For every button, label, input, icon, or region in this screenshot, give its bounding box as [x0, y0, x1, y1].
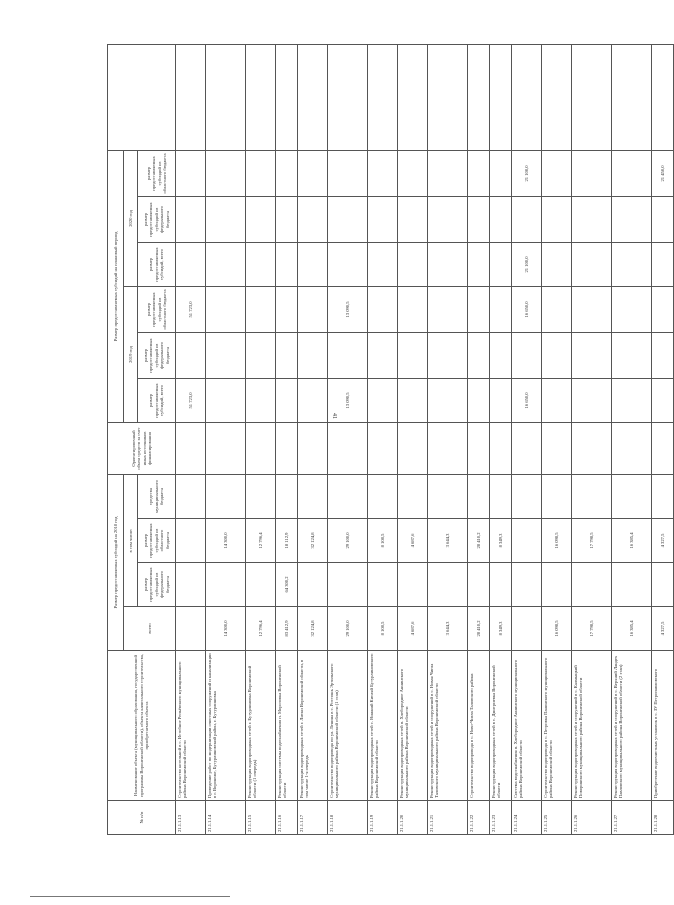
cell-reg: 29 100,0	[328, 519, 368, 563]
cell-extra	[368, 423, 398, 475]
cell-blank	[176, 44, 206, 150]
header-2020: 2020 год	[124, 150, 138, 286]
cell-y19-fed	[176, 333, 206, 379]
table-row	[468, 44, 490, 834]
cell-blank	[468, 44, 490, 150]
cell-total: 4 327,5	[652, 607, 674, 651]
table-row	[428, 44, 468, 834]
cell-fed	[428, 563, 468, 607]
cell-fed	[298, 563, 328, 607]
cell-total: 4 687,6	[398, 607, 428, 651]
cell-blank	[490, 44, 512, 150]
cell-y20-total	[428, 243, 468, 287]
cell-reg: 28 410,2	[468, 519, 490, 563]
cell-fed	[328, 563, 368, 607]
cell-mun	[572, 475, 612, 519]
cell-mun	[176, 475, 206, 519]
cell-mun	[468, 475, 490, 519]
cell-y20-reg	[490, 150, 512, 196]
cell-y20-total	[206, 243, 246, 287]
cell-y20-total	[612, 243, 652, 287]
cell-total: 12 796,4	[246, 607, 276, 651]
header-mun: средства муниципального бюджета	[138, 475, 176, 519]
row-object-name: Строительство водопровода в с. Петровка Панинского муниципального района Воронежской области	[542, 651, 572, 801]
cell-y19-total	[246, 379, 276, 423]
cell-y19-reg	[398, 287, 428, 333]
cell-y19-reg	[368, 287, 398, 333]
header-19-fed: размер предоставляемых субсидий из федерального бюджета	[138, 333, 176, 379]
cell-reg: 8 349,3	[490, 519, 512, 563]
row-object-name: Строительство котельной в с. Истобное Репьёвского муниципального района Воронежской области	[176, 651, 206, 801]
cell-reg: 14 300,0	[206, 519, 246, 563]
cell-total: 3 644,3	[428, 607, 468, 651]
cell-y20-total: 21 100,0	[512, 243, 542, 287]
cell-total: 29 100,0	[328, 607, 368, 651]
cell-blank	[572, 44, 612, 150]
row-number: 21.1.1.25	[542, 801, 572, 835]
cell-y20-fed	[490, 197, 512, 243]
row-number: 21.1.1.21	[428, 801, 468, 835]
row-object-name: Реконструкция водопроводных сетей и сооружений в с. Верхний Ландех Павловского муниципального района Воронежской области (2 этап)	[612, 651, 652, 801]
cell-blank	[298, 44, 328, 150]
cell-y20-total	[652, 243, 674, 287]
cell-fed	[398, 563, 428, 607]
row-object-name: Реконструкция водопроводных сетей г. Бутурлиновка Воронежской области (1 очередь)	[246, 651, 276, 801]
cell-y19-fed	[246, 333, 276, 379]
cell-y19-total: 16 650,0	[512, 379, 542, 423]
row-object-name: Система водоснабжения п. Хлебородное Аннинского муниципального района Воронежской области	[512, 651, 542, 801]
cell-blank	[512, 44, 542, 150]
cell-y20-total	[490, 243, 512, 287]
cell-y20-fed	[428, 197, 468, 243]
cell-mun	[398, 475, 428, 519]
cell-y19-fed	[512, 333, 542, 379]
cell-extra	[246, 423, 276, 475]
cell-extra	[428, 423, 468, 475]
row-number: 21.1.1.22	[468, 801, 490, 835]
row-object-name: Реконструкция водопроводных сетей в с. Дмитриевка Воронежской области	[490, 651, 512, 801]
cell-extra	[276, 423, 298, 475]
cell-y19-reg	[612, 287, 652, 333]
cell-reg: 4 327,5	[652, 519, 674, 563]
cell-y19-reg	[572, 287, 612, 333]
cell-reg: 4 687,6	[398, 519, 428, 563]
cell-fed	[468, 563, 490, 607]
cell-y19-total	[490, 379, 512, 423]
cell-y20-fed	[298, 197, 328, 243]
cell-mun	[428, 475, 468, 519]
row-object-name: Строительство водопровода по ул. Ленина в с. Ростошь Эртильского муниципального района Воронежской области (1 этап)	[328, 651, 368, 801]
cell-mun	[206, 475, 246, 519]
cell-extra	[328, 423, 368, 475]
cell-extra	[468, 423, 490, 475]
cell-blank	[206, 44, 246, 150]
cell-y19-reg	[652, 287, 674, 333]
cell-blank	[328, 44, 368, 150]
row-object-name: Реконструкция водопроводных сетей с. Нижний Кисляй Бутурлиновского района Воронежской области	[368, 651, 398, 801]
cell-blank	[368, 44, 398, 150]
cell-y19-total	[276, 379, 298, 423]
table-row	[298, 44, 328, 834]
cell-mun	[652, 475, 674, 519]
cell-reg: 3 644,3	[428, 519, 468, 563]
cell-y19-reg: 51 723,0	[176, 287, 206, 333]
cell-mun	[542, 475, 572, 519]
cell-y20-reg	[328, 150, 368, 196]
cell-blank	[398, 44, 428, 150]
cell-extra	[542, 423, 572, 475]
header-2019: 2019 год	[124, 287, 138, 423]
header-19-reg: размер предоставляемых субсидий из областного бюджета	[138, 287, 176, 333]
cell-fed	[542, 563, 572, 607]
cell-y20-reg	[176, 150, 206, 196]
cell-reg: 17 798,5	[572, 519, 612, 563]
cell-y19-total	[612, 379, 652, 423]
cell-mun	[612, 475, 652, 519]
cell-total: 16 385,4	[612, 607, 652, 651]
table-row	[328, 44, 368, 834]
row-number: 21.1.1.23	[490, 801, 512, 835]
header-total: всего	[124, 607, 176, 651]
table-row	[652, 44, 674, 834]
cell-y20-fed	[398, 197, 428, 243]
cell-blank	[542, 44, 572, 150]
cell-fed: 64 300,2	[276, 563, 298, 607]
cell-blank	[652, 44, 674, 150]
cell-y20-reg	[428, 150, 468, 196]
row-number: 21.1.1.18	[328, 801, 368, 835]
row-number: 21.1.1.28	[652, 801, 674, 835]
cell-y19-total	[398, 379, 428, 423]
subsidy-table	[107, 44, 674, 835]
cell-mun	[328, 475, 368, 519]
cell-y19-fed	[490, 333, 512, 379]
cell-y19-total	[206, 379, 246, 423]
cell-total: 17 798,5	[572, 607, 612, 651]
row-number: 21.1.1.19	[368, 801, 398, 835]
cell-y20-reg	[368, 150, 398, 196]
row-object-name: Реконструкция системы водоснабжения п. Морозовка Воронежской области	[276, 651, 298, 801]
cell-y20-fed	[652, 197, 674, 243]
cell-extra	[652, 423, 674, 475]
table-row	[542, 44, 572, 834]
cell-y20-fed	[328, 197, 368, 243]
cell-mun	[490, 475, 512, 519]
header-future: Размер предоставляемых субсидий на плановый период	[108, 150, 124, 422]
cell-y20-fed	[468, 197, 490, 243]
cell-fed	[572, 563, 612, 607]
cell-extra	[612, 423, 652, 475]
cell-y19-total	[652, 379, 674, 423]
cell-total	[176, 607, 206, 651]
cell-total: 8 108,5	[368, 607, 398, 651]
table-row	[176, 44, 206, 834]
header-20-fed: размер предоставляемых субсидий из федерального бюджета	[138, 197, 176, 243]
row-object-name: Реконструкция водопроводных сетей и сооружений в с. Калмыцкий Поворинского муниципального района Воронежской области	[572, 651, 612, 801]
row-number: 21.1.1.24	[512, 801, 542, 835]
cell-blank	[428, 44, 468, 150]
cell-y19-total	[368, 379, 398, 423]
cell-y19-fed	[468, 333, 490, 379]
table-row	[368, 44, 398, 834]
cell-y19-reg	[246, 287, 276, 333]
cell-mun	[276, 475, 298, 519]
cell-mun	[512, 475, 542, 519]
table-body	[176, 44, 674, 834]
cell-total: 83 412,9	[276, 607, 298, 651]
row-number: 21.1.1.27	[612, 801, 652, 835]
row-object-name: Реконструкция водопроводных сетей п. Хлебородное Аннинского муниципального района Воронежской области	[398, 651, 428, 801]
cell-y19-fed	[368, 333, 398, 379]
cell-total: 16 098,5	[542, 607, 572, 651]
table-row	[490, 44, 512, 834]
cell-y19-fed	[276, 333, 298, 379]
cell-fed	[176, 563, 206, 607]
cell-extra	[206, 423, 246, 475]
cell-y20-total	[298, 243, 328, 287]
cell-y19-fed	[428, 333, 468, 379]
cell-y20-reg	[572, 150, 612, 196]
header-fed: размер предоставляемых субсидий из федерального бюджета	[138, 563, 176, 607]
cell-y19-total	[572, 379, 612, 423]
rotated-table-container	[107, 45, 665, 835]
cell-y19-fed	[298, 333, 328, 379]
header-20-reg: размер предоставляемых субсидий из областного бюджета	[138, 150, 176, 196]
cell-y19-reg: 13 090,5	[328, 287, 368, 333]
cell-fed	[512, 563, 542, 607]
cell-fed	[246, 563, 276, 607]
cell-y19-fed	[572, 333, 612, 379]
row-number: 21.1.1.26	[572, 801, 612, 835]
row-object-name: Проведение работ по модернизации очистных сооружений и канализации в г. Воронеже, Бутурлиновский район, г. Бутурлиновка	[206, 651, 246, 801]
cell-y20-total	[276, 243, 298, 287]
header-incl: в том числе:	[124, 475, 138, 607]
cell-extra	[398, 423, 428, 475]
cell-reg: 12 796,4	[246, 519, 276, 563]
cell-extra	[298, 423, 328, 475]
row-number: 21.1.1.16	[276, 801, 298, 835]
cell-y20-reg	[246, 150, 276, 196]
cell-y19-total	[428, 379, 468, 423]
cell-y20-fed	[542, 197, 572, 243]
cell-y19-fed	[612, 333, 652, 379]
cell-mun	[368, 475, 398, 519]
cell-reg	[512, 519, 542, 563]
cell-total: 32 124,8	[298, 607, 328, 651]
cell-y20-fed	[572, 197, 612, 243]
row-object-name: Реконструкция водопроводных сетей и сооружений в с. Новая Чигла Таловского муниципального района Воронежской области	[428, 651, 468, 801]
row-number: 21.1.1.13	[176, 801, 206, 835]
cell-y20-fed	[612, 197, 652, 243]
table-row	[206, 44, 246, 834]
cell-y19-reg	[542, 287, 572, 333]
row-number: 21.1.1.15	[246, 801, 276, 835]
cell-y19-reg	[428, 287, 468, 333]
cell-y20-fed	[276, 197, 298, 243]
cell-y20-total	[176, 243, 206, 287]
table-row	[398, 44, 428, 834]
header-name: Наименование объекта (муниципального образования, государственной программы Воронежской области), объекта капитального строительства, приобретаемого объекта	[108, 651, 176, 801]
cell-fed	[206, 563, 246, 607]
cell-fed	[652, 563, 674, 607]
row-object-name: Приобретение водоочистных установок в с. ЗУ Петропавловского	[652, 651, 674, 801]
cell-y19-fed	[206, 333, 246, 379]
table-row	[572, 44, 612, 834]
cell-y20-total	[572, 243, 612, 287]
cell-y19-reg	[298, 287, 328, 333]
cell-y19-reg	[490, 287, 512, 333]
cell-y20-total	[542, 243, 572, 287]
cell-reg	[176, 519, 206, 563]
cell-y19-total	[542, 379, 572, 423]
cell-total	[512, 607, 542, 651]
cell-extra	[490, 423, 512, 475]
cell-mun	[246, 475, 276, 519]
cell-y20-reg	[206, 150, 246, 196]
cell-y19-reg	[468, 287, 490, 333]
cell-y20-total	[468, 243, 490, 287]
cell-y20-fed	[176, 197, 206, 243]
cell-y19-fed	[328, 333, 368, 379]
cell-total: 8 349,3	[490, 607, 512, 651]
cell-extra	[572, 423, 612, 475]
row-object-name: Реконструкция водопроводных сетей г. Лиски Воронежской области, в том числе 1-я очередь	[298, 651, 328, 801]
header-row-1	[108, 44, 124, 834]
cell-y20-fed	[206, 197, 246, 243]
cell-fed	[612, 563, 652, 607]
cell-extra	[512, 423, 542, 475]
row-number: 21.1.1.20	[398, 801, 428, 835]
cell-y19-total	[298, 379, 328, 423]
cell-y20-reg	[542, 150, 572, 196]
cell-y19-total: 13 090,5	[328, 379, 368, 423]
cell-total: 14 300,0	[206, 607, 246, 651]
cell-mun	[298, 475, 328, 519]
header-reg: размер предоставляемых субсидий из областного бюджета	[138, 519, 176, 563]
row-object-name: Строительство водопровода в с. Ново-Чигла Таловского района	[468, 651, 490, 801]
cell-reg: 32 124,8	[298, 519, 328, 563]
cell-extra	[176, 423, 206, 475]
header-num: № п/п	[108, 801, 176, 835]
cell-y20-reg	[398, 150, 428, 196]
header-extra: Ориентировочный объем средств за счет иных источников финансирования	[108, 423, 176, 475]
header-20-total: размер предоставляемых субсидий, всего	[138, 243, 176, 287]
table-row	[246, 44, 276, 834]
cell-y20-total	[398, 243, 428, 287]
footer-rule	[30, 896, 230, 897]
cell-y20-reg	[276, 150, 298, 196]
header-blank	[108, 44, 176, 150]
cell-y20-total	[246, 243, 276, 287]
cell-blank	[246, 44, 276, 150]
cell-y20-total	[368, 243, 398, 287]
cell-y20-reg	[468, 150, 490, 196]
cell-y20-total	[328, 243, 368, 287]
table-row	[276, 44, 298, 834]
cell-y20-reg	[298, 150, 328, 196]
cell-y19-fed	[542, 333, 572, 379]
cell-reg: 18 112,9	[276, 519, 298, 563]
cell-y19-total: 51 723,0	[176, 379, 206, 423]
cell-y19-reg	[206, 287, 246, 333]
cell-y20-fed	[246, 197, 276, 243]
cell-y19-reg: 16 650,0	[512, 287, 542, 333]
page-number: 41	[331, 413, 337, 419]
cell-fed	[368, 563, 398, 607]
cell-y19-total	[468, 379, 490, 423]
cell-y19-fed	[652, 333, 674, 379]
cell-y20-reg: 21 100,0	[512, 150, 542, 196]
row-number: 21.1.1.17	[298, 801, 328, 835]
table-row	[512, 44, 542, 834]
cell-reg: 16 385,4	[612, 519, 652, 563]
cell-y19-fed	[398, 333, 428, 379]
cell-blank	[276, 44, 298, 150]
cell-y20-reg	[612, 150, 652, 196]
cell-total: 28 410,2	[468, 607, 490, 651]
cell-y20-reg: 21 450,0	[652, 150, 674, 196]
header-19-total: размер предоставляемых субсидий, всего	[138, 379, 176, 423]
header-2018: Размер предоставляемых субсидий на 2018 год	[108, 475, 124, 651]
cell-reg: 8 108,5	[368, 519, 398, 563]
cell-y20-fed	[368, 197, 398, 243]
cell-blank	[612, 44, 652, 150]
row-number: 21.1.1.14	[206, 801, 246, 835]
cell-reg: 16 098,5	[542, 519, 572, 563]
cell-y19-reg	[276, 287, 298, 333]
table-row	[612, 44, 652, 834]
cell-y20-fed	[512, 197, 542, 243]
cell-fed	[490, 563, 512, 607]
